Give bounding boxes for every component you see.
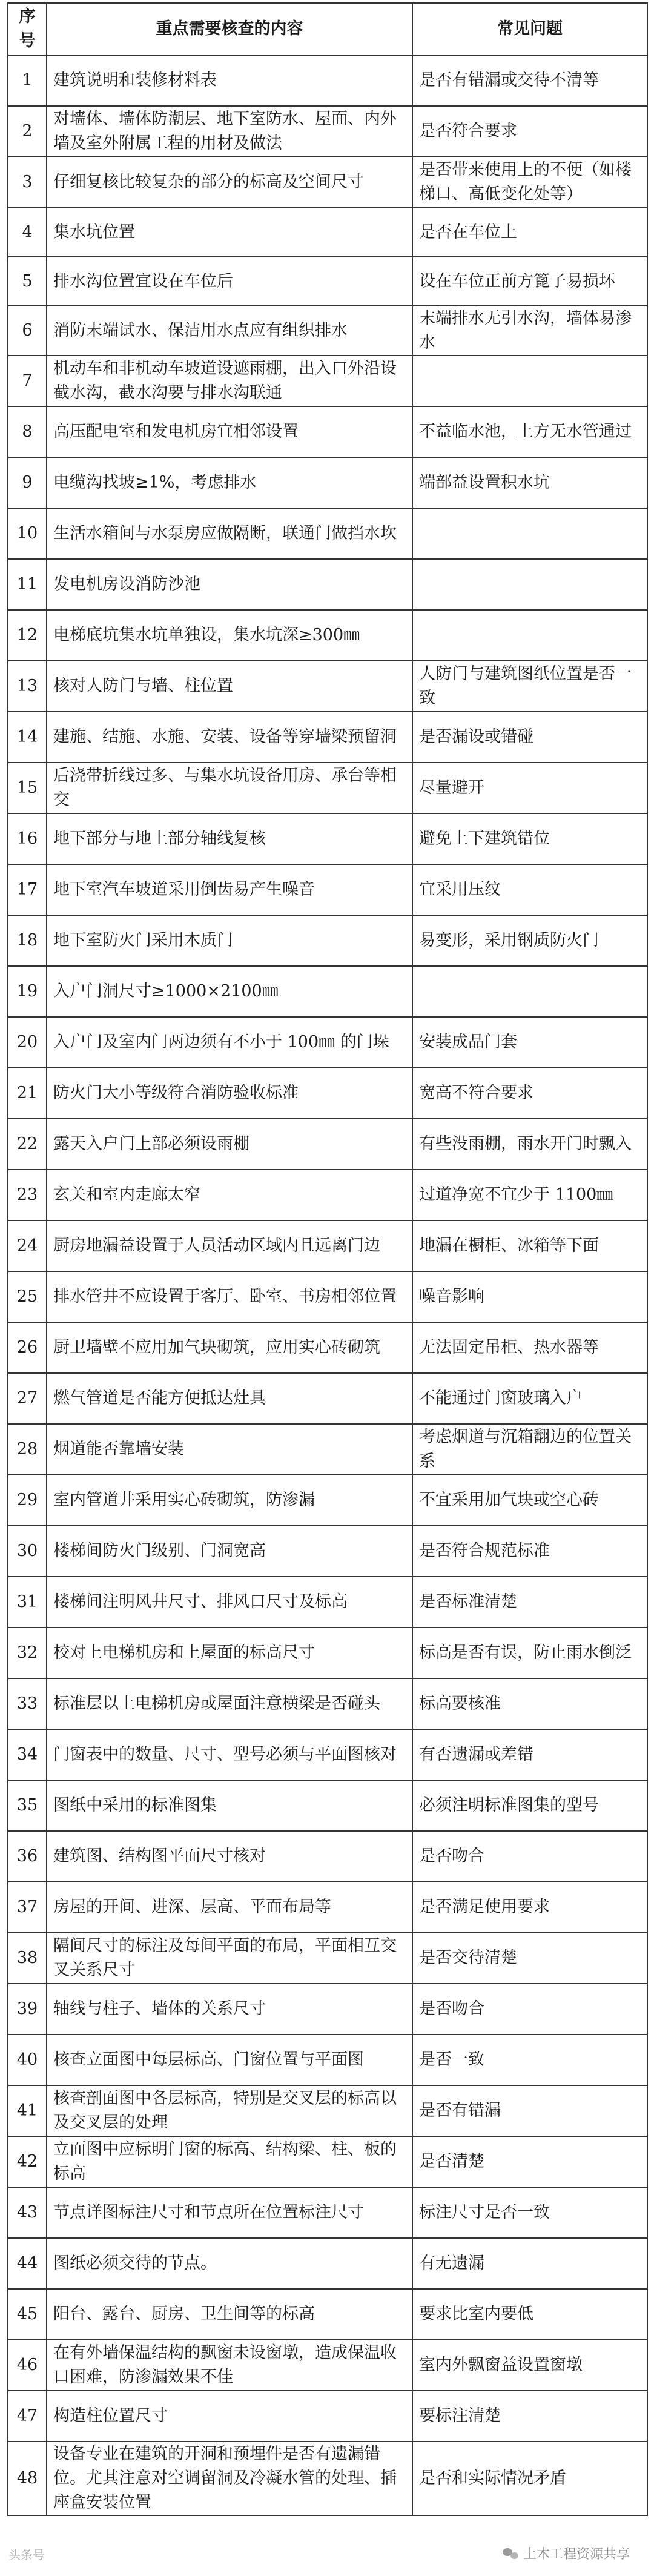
- table-row: [8, 2085, 647, 2136]
- table-row: [8, 1220, 647, 1271]
- row-issue: 人防门与建筑图纸位置是否一致: [412, 661, 647, 712]
- row-number: 3: [8, 157, 47, 208]
- row-content: 对墙体、墙体防潮层、地下室防水、屋面、内外墙及室外附属工程的用材及做法: [47, 106, 412, 157]
- row-issue: 不益临水池，上方无水管通过: [412, 406, 647, 457]
- table-row: [8, 457, 647, 508]
- table-row: [8, 661, 647, 712]
- table-row: [8, 1017, 647, 1068]
- row-issue: 要标注清楚: [412, 2391, 647, 2442]
- row-number: 23: [8, 1170, 47, 1220]
- header-no: 序号: [8, 3, 47, 55]
- row-issue: 地漏在橱柜、冰箱等下面: [412, 1220, 647, 1271]
- header-row: [8, 3, 647, 55]
- row-issue: 不能通过门窗玻璃入户: [412, 1373, 647, 1424]
- row-content: 楼梯间防火门级别、门洞宽高: [47, 1526, 412, 1577]
- row-issue: 是否有错漏: [412, 2085, 647, 2136]
- table-row: [8, 257, 647, 306]
- row-number: 4: [8, 208, 47, 257]
- row-issue: 是否标准清楚: [412, 1577, 647, 1627]
- row-number: 19: [8, 966, 47, 1017]
- row-issue: 是否有错漏或交待不清等: [412, 55, 647, 106]
- row-content: 图纸必须交待的节点。: [47, 2238, 412, 2289]
- table-row: [8, 106, 647, 157]
- table-row: [8, 2238, 647, 2289]
- row-issue: 宽高不符合要求: [412, 1068, 647, 1119]
- row-issue: 末端排水无引水沟，墙体易渗水: [412, 306, 647, 356]
- row-content: 厨房地漏益设置于人员活动区域内且远离门边: [47, 1220, 412, 1271]
- row-number: 24: [8, 1220, 47, 1271]
- row-number: 42: [8, 2136, 47, 2187]
- table-row: [8, 712, 647, 763]
- row-content: 标准层以上电梯机房或屋面注意横梁是否碰头: [47, 1678, 412, 1729]
- row-number: 32: [8, 1627, 47, 1678]
- row-issue: 考虑烟道与沉箱翻边的位置关系: [412, 1424, 647, 1475]
- row-issue: 必须注明标准图集的型号: [412, 1780, 647, 1831]
- row-content: 图纸中采用的标准图集: [47, 1780, 412, 1831]
- table-row: [8, 2340, 647, 2391]
- row-content: 玄关和室内走廊太窄: [47, 1170, 412, 1220]
- row-issue: 易变形，采用钢质防火门: [412, 915, 647, 966]
- row-content: 燃气管道是否能方便抵达灶具: [47, 1373, 412, 1424]
- row-issue: [412, 356, 647, 406]
- table-row: [8, 1475, 647, 1526]
- row-content: 集水坑位置: [47, 208, 412, 257]
- row-number: 20: [8, 1017, 47, 1068]
- table-row: [8, 1678, 647, 1729]
- row-issue: 是否一致: [412, 2035, 647, 2085]
- row-number: 25: [8, 1271, 47, 1322]
- row-content: 室内管道井采用实心砖砌筑，防渗漏: [47, 1475, 412, 1526]
- row-issue: 是否符合要求: [412, 106, 647, 157]
- row-content: 发电机房设消防沙池: [47, 559, 412, 610]
- row-content: 厨卫墙壁不应用加气块砌筑，应用实心砖砌筑: [47, 1322, 412, 1373]
- row-content: 后浇带折线过多、与集水坑设备用房、承台等相交: [47, 763, 412, 813]
- table-row: [8, 1526, 647, 1577]
- row-number: 9: [8, 457, 47, 508]
- table-row: [8, 2289, 647, 2340]
- row-issue: 安装成品门套: [412, 1017, 647, 1068]
- row-issue: 是否符合规范标准: [412, 1526, 647, 1577]
- table-row: [8, 1933, 647, 1984]
- row-content: 地下室防火门采用木质门: [47, 915, 412, 966]
- row-number: 45: [8, 2289, 47, 2340]
- row-number: 10: [8, 508, 47, 559]
- row-content: 楼梯间注明风井尺寸、排风口尺寸及标高: [47, 1577, 412, 1627]
- row-number: 2: [8, 106, 47, 157]
- row-number: 26: [8, 1322, 47, 1373]
- row-issue: 标高要核准: [412, 1678, 647, 1729]
- table-row: [8, 915, 647, 966]
- row-issue: 是否交待清楚: [412, 1933, 647, 1984]
- table-row: [8, 1577, 647, 1627]
- row-content: 轴线与柱子、墙体的关系尺寸: [47, 1984, 412, 2035]
- table-row: [8, 559, 647, 610]
- table-row: [8, 2136, 647, 2187]
- row-content: 核对人防门与墙、柱位置: [47, 661, 412, 712]
- table-row: [8, 966, 647, 1017]
- row-issue: 标注尺寸是否一致: [412, 2187, 647, 2238]
- table-row: [8, 1831, 647, 1882]
- row-content: 设备专业在建筑的开洞和预埋件是否有遗漏错位。尤其注意对空调留洞及冷凝水管的处理、插座盒安装位置: [47, 2442, 412, 2515]
- row-issue: 是否清楚: [412, 2136, 647, 2187]
- table-row: [8, 55, 647, 106]
- row-number: 21: [8, 1068, 47, 1119]
- row-issue: 避免上下建筑错位: [412, 813, 647, 864]
- row-content: 门窗表中的数量、尺寸、型号必须与平面图核对: [47, 1729, 412, 1780]
- row-issue: 有无遗漏: [412, 2238, 647, 2289]
- row-content: 房屋的开间、进深、层高、平面布局等: [47, 1882, 412, 1933]
- row-issue: 室内外飘窗益设置窗墩: [412, 2340, 647, 2391]
- row-issue: 有些没雨棚，雨水开门时飘入: [412, 1119, 647, 1170]
- header-issue: 常见问题: [412, 3, 647, 55]
- row-number: 8: [8, 406, 47, 457]
- row-number: 13: [8, 661, 47, 712]
- table-row: [8, 1627, 647, 1678]
- row-content: 入户门及室内门两边须有不小于 100㎜ 的门垛: [47, 1017, 412, 1068]
- row-issue: 标高是否有误，防止雨水倒泛: [412, 1627, 647, 1678]
- row-content: 生活水箱间与水泵房应做隔断，联通门做挡水坎: [47, 508, 412, 559]
- row-number: 28: [8, 1424, 47, 1475]
- table-body: [8, 55, 647, 2515]
- row-issue: 有否遗漏或差错: [412, 1729, 647, 1780]
- row-issue: 是否满足使用要求: [412, 1882, 647, 1933]
- row-content: 地下部分与地上部分轴线复核: [47, 813, 412, 864]
- table-row: [8, 763, 647, 813]
- row-issue: [412, 610, 647, 661]
- row-number: 47: [8, 2391, 47, 2442]
- row-issue: 是否在车位上: [412, 208, 647, 257]
- row-number: 37: [8, 1882, 47, 1933]
- table-row: [8, 356, 647, 406]
- table-row: [8, 1424, 647, 1475]
- row-content: 防火门大小等级符合消防验收标准: [47, 1068, 412, 1119]
- row-content: 烟道能否靠墙安装: [47, 1424, 412, 1475]
- row-issue: [412, 966, 647, 1017]
- row-content: 地下室汽车坡道采用倒齿易产生噪音: [47, 864, 412, 915]
- watermark-source: 头条号: [8, 2548, 45, 2562]
- row-number: 48: [8, 2442, 47, 2515]
- row-issue: 无法固定吊柜、热水器等: [412, 1322, 647, 1373]
- table-row: [8, 1068, 647, 1119]
- row-number: 43: [8, 2187, 47, 2238]
- row-number: 14: [8, 712, 47, 763]
- table-row: [8, 864, 647, 915]
- table-row: [8, 157, 647, 208]
- row-issue: 端部益设置积水坑: [412, 457, 647, 508]
- row-content: 高压配电室和发电机房宜相邻设置: [47, 406, 412, 457]
- row-number: 38: [8, 1933, 47, 1984]
- row-content: 建施、结施、水施、安装、设备等穿墙梁预留洞: [47, 712, 412, 763]
- table-row: [8, 1984, 647, 2035]
- row-number: 16: [8, 813, 47, 864]
- row-number: 34: [8, 1729, 47, 1780]
- row-issue: 是否吻合: [412, 1984, 647, 2035]
- row-content: 仔细复核比较复杂的部分的标高及空间尺寸: [47, 157, 412, 208]
- wechat-icon: [503, 2547, 518, 2560]
- row-content: 排水沟位置宜设在车位后: [47, 257, 412, 306]
- row-number: 29: [8, 1475, 47, 1526]
- row-content: 露天入户门上部必须设雨棚: [47, 1119, 412, 1170]
- row-number: 1: [8, 55, 47, 106]
- table-row: [8, 2187, 647, 2238]
- row-issue: 是否漏设或错碰: [412, 712, 647, 763]
- row-number: 27: [8, 1373, 47, 1424]
- row-issue: 要求比室内要低: [412, 2289, 647, 2340]
- row-content: 核查立面图中每层标高、门窗位置与平面图: [47, 2035, 412, 2085]
- row-issue: 宜采用压纹: [412, 864, 647, 915]
- table-row: [8, 1373, 647, 1424]
- row-content: 机动车和非机动车坡道设遮雨棚，出入口外沿设截水沟，截水沟要与排水沟联通: [47, 356, 412, 406]
- table-row: [8, 1119, 647, 1170]
- row-number: 39: [8, 1984, 47, 2035]
- table-row: [8, 1271, 647, 1322]
- row-content: 构造柱位置尺寸: [47, 2391, 412, 2442]
- row-number: 40: [8, 2035, 47, 2085]
- table-row: [8, 508, 647, 559]
- row-number: 31: [8, 1577, 47, 1627]
- row-number: 6: [8, 306, 47, 356]
- table-row: [8, 813, 647, 864]
- row-issue: 过道净宽不宜少于 1100㎜: [412, 1170, 647, 1220]
- row-content: 电缆沟找坡≥1%，考虑排水: [47, 457, 412, 508]
- row-number: 30: [8, 1526, 47, 1577]
- review-table: [7, 2, 648, 2516]
- watermark-text: 土木工程资源共享: [523, 2547, 630, 2562]
- table-row: [8, 2442, 647, 2515]
- row-number: 44: [8, 2238, 47, 2289]
- header-content: 重点需要核查的内容: [47, 3, 412, 55]
- table-row: [8, 610, 647, 661]
- row-content: 立面图中应标明门窗的标高、结构梁、柱、板的标高: [47, 2136, 412, 2187]
- row-content: 核查剖面图中各层标高，特别是交叉层的标高以及交叉层的处理: [47, 2085, 412, 2136]
- table-row: [8, 208, 647, 257]
- row-content: 入户门洞尺寸≥1000×2100㎜: [47, 966, 412, 1017]
- row-content: 建筑图、结构图平面尺寸核对: [47, 1831, 412, 1882]
- row-number: 46: [8, 2340, 47, 2391]
- row-number: 22: [8, 1119, 47, 1170]
- row-content: 校对上电梯机房和上屋面的标高尺寸: [47, 1627, 412, 1678]
- table-row: [8, 406, 647, 457]
- table-row: [8, 1729, 647, 1780]
- row-content: 节点详图标注尺寸和节点所在位置标注尺寸: [47, 2187, 412, 2238]
- row-content: 在有外墙保温结构的飘窗未设窗墩，造成保温收口困难，防渗漏效果不佳: [47, 2340, 412, 2391]
- table-row: [8, 1882, 647, 1933]
- row-number: 15: [8, 763, 47, 813]
- row-content: 消防末端试水、保洁用水点应有组织排水: [47, 306, 412, 356]
- row-content: 建筑说明和装修材料表: [47, 55, 412, 106]
- row-issue: 是否和实际情况矛盾: [412, 2442, 647, 2515]
- table-row: [8, 1780, 647, 1831]
- row-issue: 噪音影响: [412, 1271, 647, 1322]
- row-number: 12: [8, 610, 47, 661]
- row-content: 电梯底坑集水坑单独设，集水坑深≥300㎜: [47, 610, 412, 661]
- row-number: 11: [8, 559, 47, 610]
- row-number: 7: [8, 356, 47, 406]
- row-number: 35: [8, 1780, 47, 1831]
- row-issue: [412, 559, 647, 610]
- row-content: 阳台、露台、厨房、卫生间等的标高: [47, 2289, 412, 2340]
- row-issue: 设在车位正前方篦子易损坏: [412, 257, 647, 306]
- row-number: 18: [8, 915, 47, 966]
- row-number: 5: [8, 257, 47, 306]
- row-issue: 不宜采用加气块或空心砖: [412, 1475, 647, 1526]
- table-row: [8, 2035, 647, 2085]
- table-row: [8, 1170, 647, 1220]
- row-issue: 是否带来使用上的不便（如楼梯口、高低变化处等）: [412, 157, 647, 208]
- row-issue: 是否吻合: [412, 1831, 647, 1882]
- row-content: 排水管井不应设置于客厅、卧室、书房相邻位置: [47, 1271, 412, 1322]
- row-content: 隔间尺寸的标注及每间平面的布局，平面相互交叉关系尺寸: [47, 1933, 412, 1984]
- row-number: 36: [8, 1831, 47, 1882]
- table-row: [8, 2391, 647, 2442]
- row-number: 41: [8, 2085, 47, 2136]
- table-row: [8, 1322, 647, 1373]
- table-row: [8, 306, 647, 356]
- row-issue: [412, 508, 647, 559]
- row-issue: 尽量避开: [412, 763, 647, 813]
- row-number: 33: [8, 1678, 47, 1729]
- watermark: [503, 2544, 630, 2563]
- row-number: 17: [8, 864, 47, 915]
